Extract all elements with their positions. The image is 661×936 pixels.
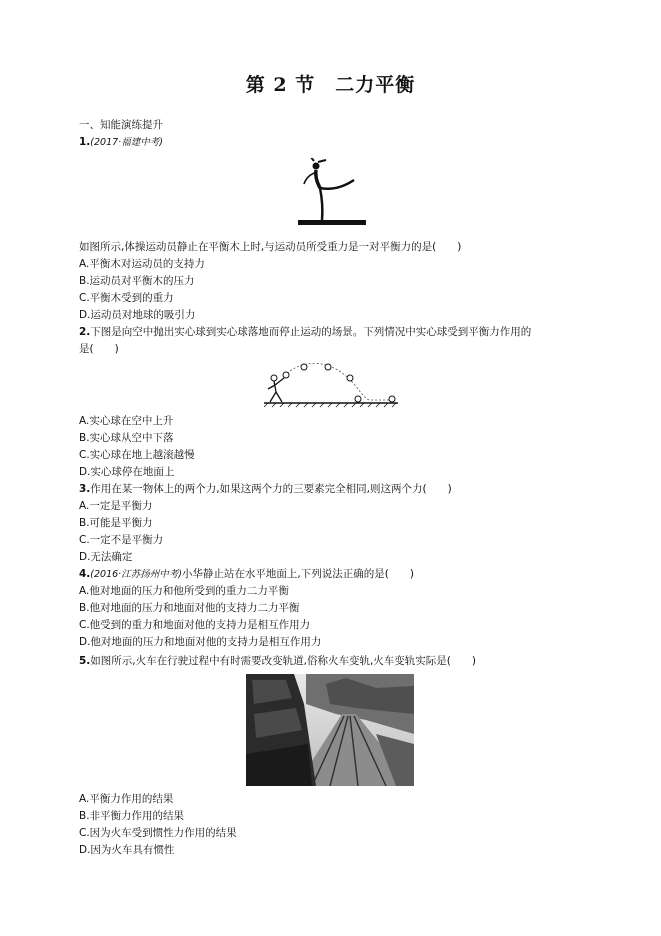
question-2-stem-line-1 xyxy=(79,325,531,339)
question-5-option-a: A.平衡力作用的结果 xyxy=(79,793,174,805)
question-4-stem-text: 小华静止站在水平地面上,下列说法正确的是( ) xyxy=(181,568,414,580)
page-title: 第 2 节 二力平衡 xyxy=(245,74,416,96)
question-3-stem xyxy=(79,482,452,496)
question-5-stem xyxy=(79,654,476,668)
question-2-option-a: A.实心球在空中上升 xyxy=(79,415,174,427)
question-1-header xyxy=(79,135,163,150)
question-5-stem-text: 如图所示,火车在行驶过程中有时需要改变轨道,俗称火车变轨,火车变轨实际是( ) xyxy=(90,655,477,667)
question-2-option-c: C.实心球在地上越滚越慢 xyxy=(79,449,195,461)
question-3-option-c: C.一定不是平衡力 xyxy=(79,534,164,546)
question-number: 4. xyxy=(79,568,91,580)
question-1-option-c: C.平衡木受到的重力 xyxy=(79,292,174,304)
question-source: (2017·福建中考) xyxy=(90,137,163,148)
question-1-option-b: B.运动员对平衡木的压力 xyxy=(79,275,195,287)
question-number: 2. xyxy=(79,326,91,338)
question-4-option-d: D.他对地面的压力和地面对他的支持力是相互作用力 xyxy=(79,636,322,648)
question-2-stem-line-2: 是( ) xyxy=(79,343,119,355)
question-number: 3. xyxy=(79,483,91,495)
train-track-photo xyxy=(246,674,414,786)
section-heading: 一、知能演练提升 xyxy=(79,119,163,131)
question-3-option-a: A.一定是平衡力 xyxy=(79,500,153,512)
question-1-option-d: D.运动员对地球的吸引力 xyxy=(79,309,196,321)
question-5-option-b: B.非平衡力作用的结果 xyxy=(79,810,185,822)
question-3-stem-text: 作用在某一物体上的两个力,如果这两个力的三要素完全相同,则这两个力( ) xyxy=(90,483,452,495)
question-2-stem-text: 下图是向空中抛出实心球到实心球落地而停止运动的场景。下列情况中实心球受到平衡力作用的 xyxy=(90,326,532,338)
question-5-option-d: D.因为火车具有惯性 xyxy=(79,844,175,856)
question-number: 5. xyxy=(79,655,91,667)
question-3-option-b: B.可能是平衡力 xyxy=(79,517,153,529)
question-4-option-c: C.他受到的重力和地面对他的支持力是相互作用力 xyxy=(79,619,311,631)
question-4-option-b: B.他对地面的压力和地面对他的支持力二力平衡 xyxy=(79,602,300,614)
question-5-option-c: C.因为火车受到惯性力作用的结果 xyxy=(79,827,237,839)
question-number: 1. xyxy=(79,136,91,148)
question-4-stem xyxy=(79,567,414,582)
shot-put-trajectory-figure xyxy=(262,362,402,408)
question-1-option-a: A.平衡木对运动员的支持力 xyxy=(79,258,205,270)
question-3-option-d: D.无法确定 xyxy=(79,551,133,563)
question-2-option-b: B.实心球从空中下落 xyxy=(79,432,174,444)
question-2-option-d: D.实心球停在地面上 xyxy=(79,466,175,478)
question-1-stem: 如图所示,体操运动员静止在平衡木上时,与运动员所受重力是一对平衡力的是( ) xyxy=(79,241,462,253)
gymnast-balance-beam-figure xyxy=(296,158,368,228)
question-source: (2016·江苏扬州中考) xyxy=(90,569,182,580)
question-4-option-a: A.他对地面的压力和他所受到的重力二力平衡 xyxy=(79,585,289,597)
